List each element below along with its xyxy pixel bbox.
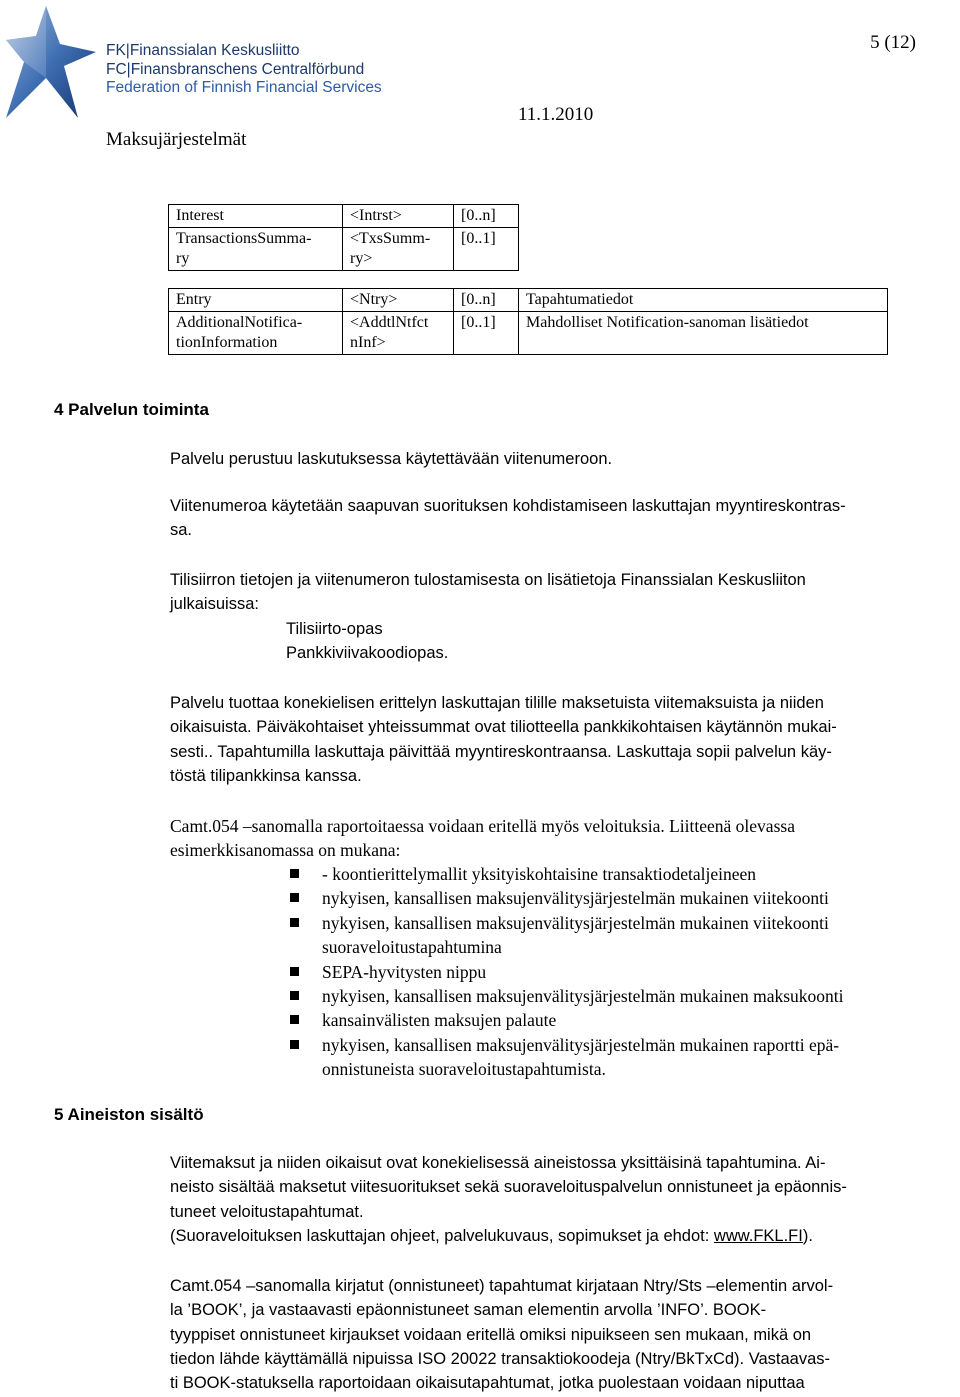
table-cell: Entry	[169, 289, 343, 312]
message-element-table	[168, 204, 888, 355]
bullet-square-icon	[290, 893, 299, 902]
section-heading-4: 4 Palvelun toiminta	[54, 400, 209, 419]
list-item	[290, 1033, 844, 1082]
table-cell: Tapahtumatiedot	[519, 289, 888, 312]
document-title: Maksujärjestelmät	[106, 129, 247, 150]
paragraph: Palvelu perustuu laskutuksessa käytettävään viitenumeroon.	[170, 450, 613, 468]
table-row	[169, 312, 888, 355]
paragraph: Palvelu tuottaa konekielisen erittelyn laskuttajan tilille maksetuista viitemaksuista ja niiden oikaisuista. Päiväkohtaiset yhteissummat ovat tiliotteella pankkikohtaisen käytännön mukai- sesti.. Tapahtumilla laskuttaja päivittää myyntireskontraansa. Laskuttaja sopii palvelun käy- töstä tilipankkinsa kanssa.	[170, 694, 837, 785]
logo-line-en: Federation of Finnish Financial Services	[106, 79, 382, 96]
table-cell: Mahdolliset Notification-sanoman lisätiedot	[519, 312, 888, 355]
table-cell: Interest	[169, 205, 343, 228]
fk-logo-mark-icon	[6, 6, 96, 118]
bullet-square-icon	[290, 1015, 299, 1024]
table-row	[169, 205, 888, 228]
document-date: 11.1.2010	[518, 104, 594, 125]
paragraph: Viitenumeroa käytetään saapuvan suorituksen kohdistamiseen laskuttajan myyntireskontras- sa.	[170, 497, 846, 540]
section-heading-5: 5 Aineiston sisältö	[54, 1105, 204, 1124]
list-item	[290, 886, 844, 910]
organization-logo-text	[106, 42, 382, 98]
paragraph	[170, 1224, 960, 1248]
table-cell: <Ntry>	[343, 289, 454, 312]
publication-item: Tilisiirto-opas	[286, 620, 383, 638]
logo-line-fc: FC|Finansbranschens Centralförbund	[106, 60, 365, 78]
table-cell: [0..n]	[454, 205, 519, 228]
table-cell: TransactionsSumma- ry	[169, 228, 343, 271]
paragraph-text: ).	[802, 1227, 813, 1245]
table-cell: AdditionalNotifica- tionInformation	[169, 312, 343, 355]
table-cell	[519, 228, 888, 271]
table-row-spacer	[169, 271, 888, 289]
table-row	[169, 228, 888, 271]
fkl-website-link[interactable]: www.FKL.FI	[713, 1227, 803, 1245]
bullet-square-icon	[290, 991, 299, 1000]
paragraph: Viitemaksut ja niiden oikaisut ovat konekielisessä aineistossa yksittäisinä tapahtumina. Ai- neisto sisältää maksetut viitesuoritukset sekä suoraveloituspalvelun onnistuneet ja epäonnis- tuneet veloitustapahtumat.	[170, 1154, 847, 1221]
page-number: 5 (12)	[870, 32, 916, 53]
list-item-text: nykyisen, kansallisen maksujenvälitysjärjestelmän mukainen maksukoonti	[322, 986, 844, 1007]
paragraph: Tilisiirron tietojen ja viitenumeron tulostamisesta on lisätietoja Finanssialan Keskusliiton julkaisuissa:	[170, 571, 806, 614]
table-cell: [0..1]	[454, 312, 519, 355]
list-item	[290, 1008, 844, 1032]
list-item-text: kansainvälisten maksujen palaute	[322, 1010, 557, 1031]
bullet-square-icon	[290, 918, 299, 927]
paragraph-text: (Suoraveloituksen laskuttajan ohjeet, palvelukuvaus, sopimukset ja ehdot:	[170, 1227, 714, 1245]
list-item	[290, 984, 844, 1008]
table-cell: <TxsSumm- ry>	[343, 228, 454, 271]
list-item-text: SEPA-hyvitysten nippu	[322, 961, 487, 982]
bullet-square-icon	[290, 1040, 299, 1049]
list-item-text: nykyisen, kansallisen maksujenvälitysjärjestelmän mukainen raportti epä- onnistuneista suoraveloitustapahtumista.	[322, 1034, 840, 1080]
table-cell: [0..1]	[454, 228, 519, 271]
table-cell: <Intrst>	[343, 205, 454, 228]
logo-line-fk: FK|Finanssialan Keskusliitto	[106, 42, 300, 59]
list-item-text: nykyisen, kansallisen maksujenvälitysjärjestelmän mukainen viitekoonti	[322, 888, 829, 909]
table-cell: <AddtlNtfct nInf>	[343, 312, 454, 355]
list-item-text: - koontierittelymallit yksityiskohtaisine transaktiodetaljeineen	[322, 864, 756, 884]
bullet-square-icon	[290, 869, 299, 878]
publication-item: Pankkiviivakoodiopas.	[286, 644, 449, 662]
table-cell: [0..n]	[454, 289, 519, 312]
list-item-text: nykyisen, kansallisen maksujenvälitysjärjestelmän mukainen viitekoonti suoraveloitustapahtumina	[322, 912, 829, 958]
bullet-list	[290, 862, 844, 1082]
paragraph: Camt.054 –sanomalla raportoitaessa voidaan eritellä myös veloituksia. Liitteenä olevassa esimerkkisanomassa on mukana:	[170, 816, 795, 861]
paragraph: Camt.054 –sanomalla kirjatut (onnistuneet) tapahtumat kirjataan Ntry/Sts –elementin arvol- la ’BOOK’, ja vastaavasti epäonnistuneet saman elementin arvolla ’INFO’. BOOK- tyyppiset onnistuneet kirjaukset voidaan eritellä omiksi nipuikseen sen mukaan, mikä on tiedon lähde käyttämällä nipuissa ISO 20022 transaktiokoodeja (Ntry/BkTxCd). Vastaavas- ti BOOK-statuksella raportoidaan oikaisutapahtumat, jotka puolestaan voidaan niputtaa	[170, 1277, 834, 1393]
table-row	[169, 289, 888, 312]
list-item	[290, 911, 844, 960]
list-item	[290, 960, 844, 984]
table-cell	[519, 205, 888, 228]
bullet-square-icon	[290, 967, 299, 976]
list-item	[290, 862, 844, 886]
